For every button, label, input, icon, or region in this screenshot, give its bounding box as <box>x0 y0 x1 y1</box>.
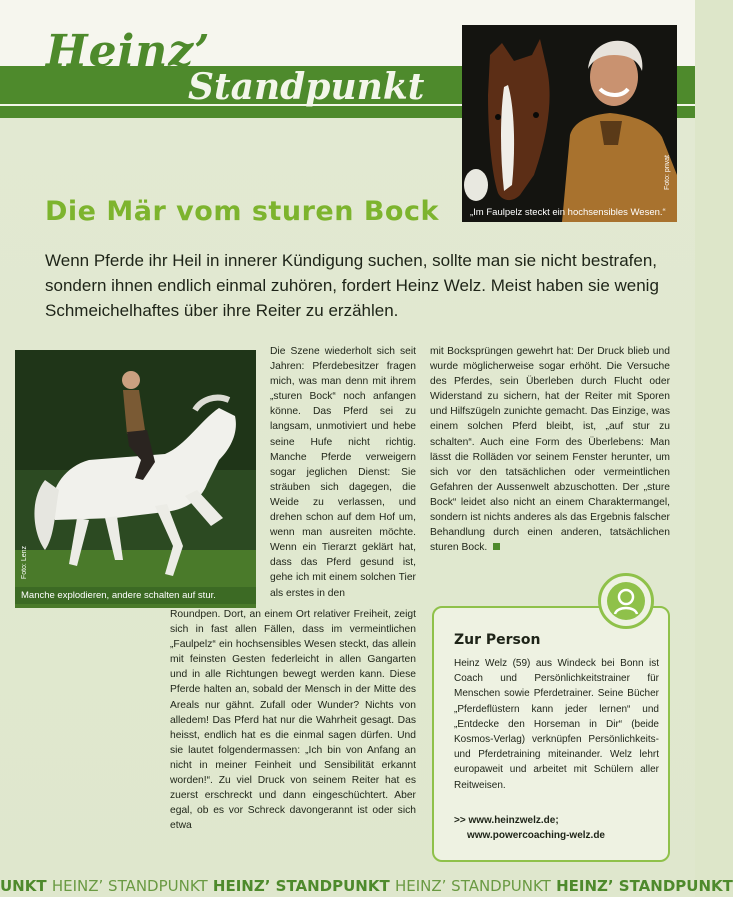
photo-caption-top: „Im Faulpelz steckt ein hochsensibles Wesen.“ <box>470 207 666 218</box>
link-powercoaching[interactable]: www.powercoaching-welz.de <box>467 830 605 841</box>
photo-heinz-illustration <box>462 25 677 222</box>
article-column-1: Die Szene wiederholt sich seit Jahren: Pferdebesitzer fragen mich, was man denn mit ihrem „sturen Bock“ noch anfangen könne. Das Pferd sei zu langsam, unmotiviert und hebe seine Hufe nicht richtig. Manche Pferde verweigern sogar jeglichen Dienst: Sie sträuben sich dagegen, die Weide zu verlassen, und drehen schon auf dem Hof um, wenn man ausreiten möchte. Wenn ein Tierarzt geklärt hat, dass das Pferd gesund ist, gehe ich mit einem solchen Tier als erstes in den <box>270 346 416 599</box>
photo-rider-white-horse <box>15 350 256 608</box>
brand-standpunkt: Standpunkt <box>188 66 425 108</box>
footer-text-2: HEINZ’ STANDPUNKT <box>51 877 208 895</box>
footer-text-1: UNKT <box>0 877 47 895</box>
photo-rider-illustration <box>15 350 256 608</box>
article-column-2-text: mit Bocksprüngen gewehrt hat: Der Druck blieb und wurde möglicherweise sogar erhöht. Die Versuche des Pferdes, sein Überleben durch Flucht oder Widerstand zu sichern, hat der Reiter mit Sporen und Hilfszügeln zunichte gemacht. Das Einzige, was einem solchen Pferd bleibt, ist, „auf stur zu schalten“. Auch eine Form des Überlebens: Man lässt die Rolläden vor seinem Fenster herunter, um sich vor den tatsächlichen oder vermeintlichen Gefahren der Aussenwelt abzuschotten. Der „sture Bock“ leidet also nicht an einem Charaktermangel, sondern ist nichts anderes als das Ergebnis falscher Behandlung durch einen anderen, tatsächlichen sturen Bock. <box>430 346 670 554</box>
person-icon <box>607 582 645 620</box>
footer-text-3: HEINZ’ STANDPUNKT <box>212 877 390 895</box>
footer-strip <box>0 876 733 897</box>
photo-credit-top: Foto: privat <box>664 155 671 191</box>
person-box-links <box>454 813 605 843</box>
article-column-2 <box>430 344 670 555</box>
person-badge <box>598 573 654 629</box>
article-column-1-continued: Roundpen. Dort, an einem Ort relativer Freiheit, zeigt sich in fast allen Fällen, dass im vermeintlichen „Faulpelz“ ein hochsensibles Wesen steckt, das allein mit feinsten Gesten federleicht in allen Gangarten und in alle Richtungen bewegt werden kann. Diese Pferde halten an, sobald der Mensch in der Mitte des Areals nur gähnt. Zufall oder Wunder? Nichts von alledem! Das Pferd hat nur die Wahrheit gesagt. Das heisst, endlich hat es die einmal sagen dürfen. Und sie lautet folgendermassen: „Ich bin von Anfang an nicht in meiner Feinheit und Sensibilität erkannt worden!“. Zu viel Druck von seinem Reiter hat es zuerst erschreckt und dann eingeschüchtert. Aber egal, ob es vor Schreck davongerannt ist oder sich etwa <box>170 609 416 832</box>
person-box-title: Zur Person <box>454 632 541 648</box>
article-title: Die Mär vom sturen Bock <box>45 196 439 227</box>
person-box-text: Heinz Welz (59) aus Windeck bei Bonn ist Coach und Persönlichkeitstrainer für Menschen sowie Pferdetrainer. Seine Bücher „Pferdeflüstern kann jeder lernen“ und „Entdecke den Horseman in Dir“ (beide Kosmos-Verlag) verknüpfen Persönlichkeits- und Pferdetraining miteinander. Welz lehrt europaweit und arbeitet mit Schülern aller Reitweisen. <box>454 658 659 791</box>
photo-credit-left: Foto: Lenz <box>21 546 28 580</box>
footer-text-4: HEINZ’ STANDPUNKT <box>394 877 551 895</box>
person-info-box <box>432 606 670 862</box>
end-mark <box>493 543 500 550</box>
link-heinzwelz[interactable]: >> www.heinzwelz.de; <box>454 815 559 826</box>
photo-caption-left: Manche explodieren, andere schalten auf stur. <box>15 587 256 604</box>
footer-text-5: HEINZ’ STANDPUNKT <box>556 877 733 895</box>
brand-heinz: Heinz’ <box>46 26 211 77</box>
article-lead: Wenn Pferde ihr Heil in innerer Kündigung suchen, sollte man sie nicht bestrafen, sondern ihnen endlich einmal zuhören, fordert Heinz Welz. Meist haben sie wenig Schmeichelhaftes über ihre Reiter zu erzählen. <box>45 251 659 320</box>
photo-heinz-with-horse <box>462 25 677 222</box>
